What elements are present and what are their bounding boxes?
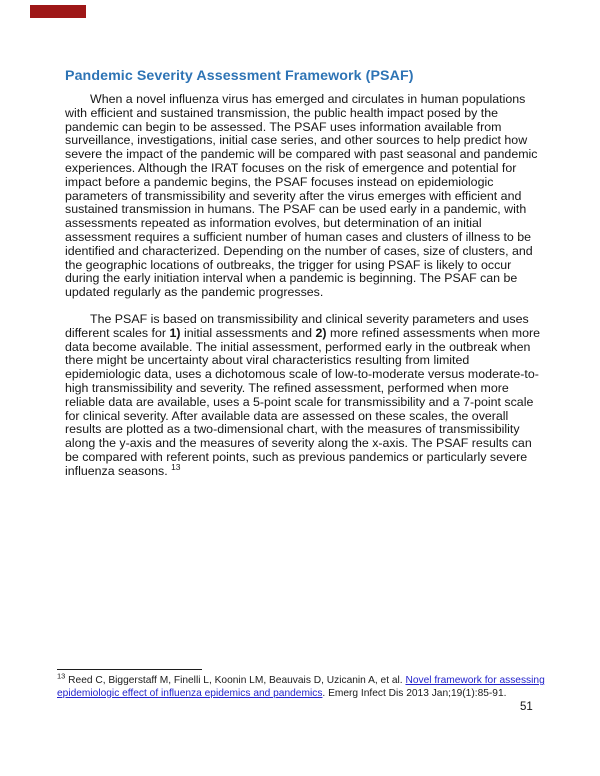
body-paragraphs: [65, 93, 546, 479]
footnote-area: [57, 669, 546, 700]
text-segment: 1): [169, 325, 181, 340]
page-title: Pandemic Severity Assessment Framework (PSAF): [65, 68, 414, 84]
text-segment: The PSAF is based on transmissibility and clinical severity parameters and uses different scales for: [65, 311, 529, 340]
text-segment: initial assessments and: [180, 325, 316, 340]
redaction-mark: [30, 5, 86, 18]
page-content: [65, 68, 546, 492]
paragraph: [65, 93, 546, 300]
footnote-text: [57, 671, 546, 700]
text-segment: When a novel influenza virus has emerged and circulates in human populations with efficient and sustained transmission, the public health impact posed by the pandemic can begin to be assessed. The PSAF uses information available from surveillance, investigations, initial case series, and other sources to help predict how severe the impact of the pandemic will be compared with past seasonal and pandemic experiences. Although the IRAT focuses on the risk of emergence and potential for impact before a pandemic begins, the PSAF focuses instead on epidemiologic parameters of transmissibility and severity after the virus emerges with efficient and sustained transmission in humans. The PSAF can be used early in a pandemic, with assessments repeated as information evolves, but determination of an initial assessment requires a sufficient number of human cases and clusters of illness to be identified and characterized. Depending on the number of cases, size of clusters, and the geographic locations of outbreaks, the trigger for using PSAF is likely to occur during the early initiation interval when a pandemic is beginning. The PSAF can be updated regularly as the pandemic progresses.: [65, 92, 538, 300]
text-segment: 2): [315, 325, 327, 340]
text-segment: 13: [57, 671, 66, 681]
text-segment: Reed C, Biggerstaff M, Finelli L, Koonin LM, Beauvais D, Uzicanin A, et al.: [65, 675, 406, 686]
text-segment: . Emerg Infect Dis 2013 Jan;19(1):85-91.: [322, 687, 507, 699]
footnote-reference-link[interactable]: Novel framework for assessing epidemiologic effect of influenza epidemics and pandemics: [57, 675, 545, 699]
text-segment: more refined assessments when more data become available. The initial assessment, performed early in the outbreak when there might be uncertainty about viral characteristics resulting from limited epidemiologic data, uses a dichotomous scale of low-to-moderate versus moderate-to-high transmissibility and severity. The refined assessment, performed when more reliable data are available, uses a 5-point scale for transmissibility and a 7-point scale for clinical severity. After available data are assessed on these scales, the overall results are plotted as a two-dimensional chart, with the measures of transmissibility along the y-axis and the measures of severity along the x-axis. The PSAF results can be compared with referent points, such as previous pandemics or particularly severe influenza seasons.: [65, 325, 540, 478]
text-segment: 13: [171, 461, 181, 472]
footnote-separator: [57, 669, 202, 670]
paragraph: [65, 313, 546, 479]
page-number: 51: [520, 701, 533, 713]
